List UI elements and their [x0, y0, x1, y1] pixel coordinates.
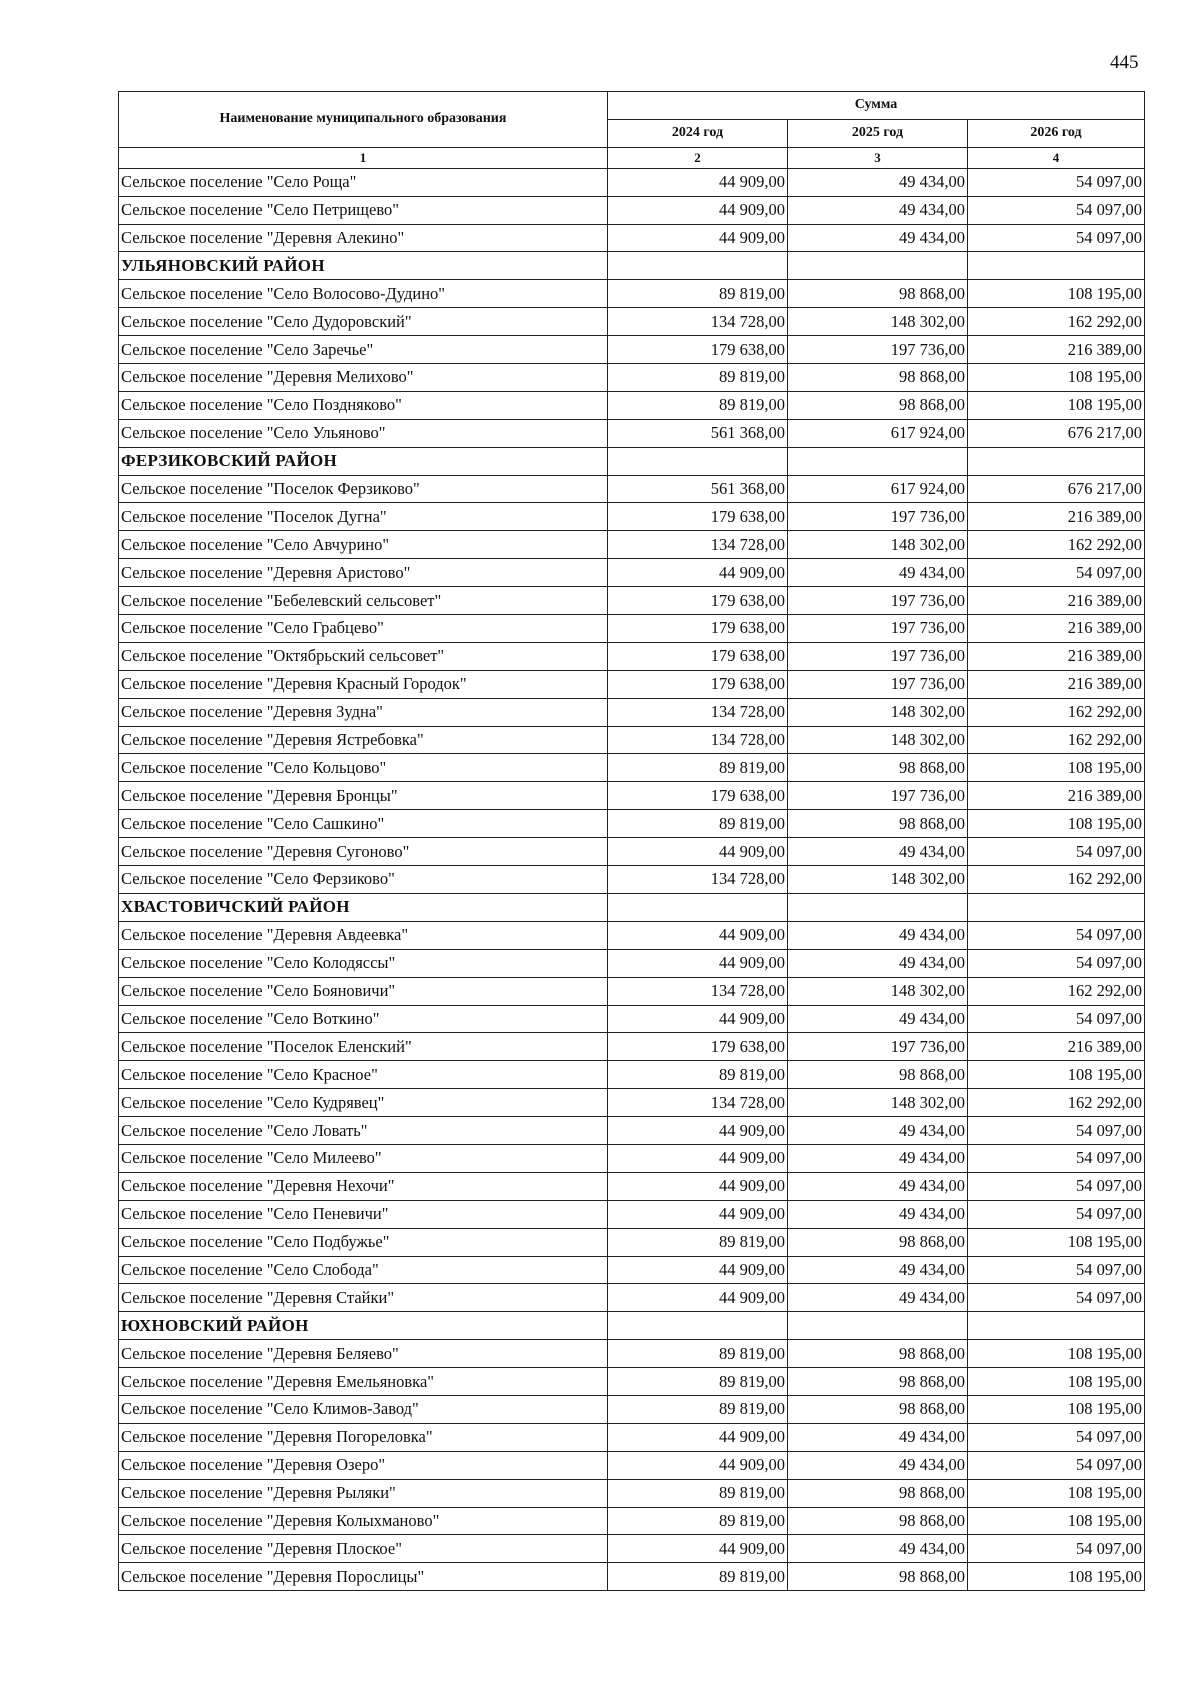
table-row — [119, 615, 1145, 643]
table-row — [119, 670, 1145, 698]
amount-2026: 108 195,00 — [968, 1228, 1145, 1256]
amount-2024: 134 728,00 — [608, 698, 788, 726]
settlement-name: Сельское поселение "Село Поздняково" — [119, 391, 608, 419]
settlement-name: Сельское поселение "Деревня Сугоново" — [119, 838, 608, 866]
table-row — [119, 1368, 1145, 1396]
amount-2024: 44 909,00 — [608, 1144, 788, 1172]
district-name: ЮХНОВСКИЙ РАЙОН — [119, 1312, 608, 1340]
empty-cell — [788, 893, 968, 921]
settlement-name: Сельское поселение "Село Петрищево" — [119, 196, 608, 224]
table-row — [119, 1284, 1145, 1312]
amount-2025: 98 868,00 — [788, 1228, 968, 1256]
table-row — [119, 810, 1145, 838]
amount-2024: 44 909,00 — [608, 1256, 788, 1284]
table-row — [119, 531, 1145, 559]
empty-cell — [788, 252, 968, 280]
amount-2024: 44 909,00 — [608, 1005, 788, 1033]
table-row — [119, 642, 1145, 670]
amount-2024: 44 909,00 — [608, 1535, 788, 1563]
budget-table — [118, 91, 1145, 1591]
amount-2025: 98 868,00 — [788, 754, 968, 782]
amount-2025: 148 302,00 — [788, 698, 968, 726]
settlement-name: Сельское поселение "Деревня Погореловка" — [119, 1423, 608, 1451]
settlement-name: Сельское поселение "Деревня Колыхманово" — [119, 1507, 608, 1535]
amount-2024: 89 819,00 — [608, 364, 788, 392]
empty-cell — [788, 447, 968, 475]
amount-2025: 617 924,00 — [788, 419, 968, 447]
amount-2026: 54 097,00 — [968, 168, 1145, 196]
amount-2024: 89 819,00 — [608, 1061, 788, 1089]
amount-2026: 216 389,00 — [968, 336, 1145, 364]
amount-2025: 98 868,00 — [788, 810, 968, 838]
amount-2025: 197 736,00 — [788, 615, 968, 643]
settlement-name: Сельское поселение "Деревня Стайки" — [119, 1284, 608, 1312]
amount-2025: 148 302,00 — [788, 977, 968, 1005]
amount-2025: 49 434,00 — [788, 1256, 968, 1284]
settlement-name: Сельское поселение "Деревня Мелихово" — [119, 364, 608, 392]
amount-2025: 148 302,00 — [788, 531, 968, 559]
amount-2025: 49 434,00 — [788, 838, 968, 866]
amount-2024: 89 819,00 — [608, 280, 788, 308]
settlement-name: Сельское поселение "Деревня Озеро" — [119, 1451, 608, 1479]
table-row — [119, 1061, 1145, 1089]
amount-2026: 108 195,00 — [968, 1368, 1145, 1396]
amount-2026: 108 195,00 — [968, 1507, 1145, 1535]
table-row — [119, 1117, 1145, 1145]
amount-2025: 98 868,00 — [788, 1479, 968, 1507]
amount-2024: 44 909,00 — [608, 1200, 788, 1228]
amount-2025: 49 434,00 — [788, 224, 968, 252]
amount-2026: 108 195,00 — [968, 1563, 1145, 1591]
settlement-name: Сельское поселение "Деревня Зудна" — [119, 698, 608, 726]
amount-2026: 676 217,00 — [968, 475, 1145, 503]
empty-cell — [968, 893, 1145, 921]
table-row — [119, 1479, 1145, 1507]
amount-2024: 44 909,00 — [608, 224, 788, 252]
amount-2024: 44 909,00 — [608, 1284, 788, 1312]
amount-2024: 179 638,00 — [608, 587, 788, 615]
table-row — [119, 475, 1145, 503]
settlement-name: Сельское поселение "Село Колодяссы" — [119, 949, 608, 977]
district-name: ФЕРЗИКОВСКИЙ РАЙОН — [119, 447, 608, 475]
amount-2026: 54 097,00 — [968, 1535, 1145, 1563]
settlement-name: Сельское поселение "Село Слобода" — [119, 1256, 608, 1284]
amount-2026: 108 195,00 — [968, 1061, 1145, 1089]
amount-2025: 49 434,00 — [788, 949, 968, 977]
amount-2026: 108 195,00 — [968, 1340, 1145, 1368]
settlement-name: Сельское поселение "Село Заречье" — [119, 336, 608, 364]
table-row — [119, 698, 1145, 726]
settlement-name: Сельское поселение "Село Ульяново" — [119, 419, 608, 447]
amount-2025: 49 434,00 — [788, 1284, 968, 1312]
table-row — [119, 1535, 1145, 1563]
amount-2025: 148 302,00 — [788, 866, 968, 894]
amount-2026: 108 195,00 — [968, 391, 1145, 419]
amount-2026: 162 292,00 — [968, 977, 1145, 1005]
amount-2026: 54 097,00 — [968, 1284, 1145, 1312]
amount-2024: 44 909,00 — [608, 921, 788, 949]
table-row — [119, 308, 1145, 336]
settlement-name: Сельское поселение "Деревня Рыляки" — [119, 1479, 608, 1507]
settlement-name: Сельское поселение "Село Сашкино" — [119, 810, 608, 838]
amount-2025: 98 868,00 — [788, 1061, 968, 1089]
amount-2024: 89 819,00 — [608, 1563, 788, 1591]
amount-2024: 44 909,00 — [608, 838, 788, 866]
amount-2025: 49 434,00 — [788, 1535, 968, 1563]
amount-2025: 197 736,00 — [788, 670, 968, 698]
table-row — [119, 1172, 1145, 1200]
settlement-name: Сельское поселение "Деревня Авдеевка" — [119, 921, 608, 949]
table-row — [119, 364, 1145, 392]
empty-cell — [608, 1312, 788, 1340]
amount-2026: 54 097,00 — [968, 196, 1145, 224]
amount-2026: 108 195,00 — [968, 1395, 1145, 1423]
settlement-name: Сельское поселение "Деревня Алекино" — [119, 224, 608, 252]
table-row — [119, 1089, 1145, 1117]
table-row — [119, 1033, 1145, 1061]
amount-2024: 89 819,00 — [608, 1395, 788, 1423]
header-year-2024: 2024 год — [608, 119, 788, 147]
amount-2026: 54 097,00 — [968, 1005, 1145, 1033]
amount-2026: 54 097,00 — [968, 1200, 1145, 1228]
amount-2026: 54 097,00 — [968, 1172, 1145, 1200]
amount-2025: 49 434,00 — [788, 168, 968, 196]
district-header-row — [119, 447, 1145, 475]
settlement-name: Сельское поселение "Октябрьский сельсовет" — [119, 642, 608, 670]
amount-2025: 148 302,00 — [788, 726, 968, 754]
settlement-name: Сельское поселение "Деревня Ястребовка" — [119, 726, 608, 754]
amount-2024: 44 909,00 — [608, 1451, 788, 1479]
settlement-name: Сельское поселение "Поселок Еленский" — [119, 1033, 608, 1061]
settlement-name: Сельское поселение "Деревня Аристово" — [119, 559, 608, 587]
table-row — [119, 1423, 1145, 1451]
settlement-name: Сельское поселение "Село Пеневичи" — [119, 1200, 608, 1228]
amount-2025: 49 434,00 — [788, 559, 968, 587]
amount-2024: 44 909,00 — [608, 1423, 788, 1451]
amount-2025: 49 434,00 — [788, 921, 968, 949]
table-row — [119, 559, 1145, 587]
settlement-name: Сельское поселение "Деревня Беляево" — [119, 1340, 608, 1368]
amount-2026: 54 097,00 — [968, 559, 1145, 587]
amount-2025: 148 302,00 — [788, 1089, 968, 1117]
amount-2026: 216 389,00 — [968, 1033, 1145, 1061]
empty-cell — [968, 447, 1145, 475]
table-row — [119, 280, 1145, 308]
settlement-name: Сельское поселение "Село Грабцево" — [119, 615, 608, 643]
settlement-name: Сельское поселение "Деревня Плоское" — [119, 1535, 608, 1563]
settlement-name: Сельское поселение "Село Красное" — [119, 1061, 608, 1089]
table-row — [119, 1451, 1145, 1479]
empty-cell — [608, 447, 788, 475]
settlement-name: Сельское поселение "Бебелевский сельсовет" — [119, 587, 608, 615]
amount-2025: 49 434,00 — [788, 1005, 968, 1033]
page-number: 445 — [1110, 52, 1139, 73]
amount-2024: 179 638,00 — [608, 336, 788, 364]
table-row — [119, 726, 1145, 754]
amount-2026: 162 292,00 — [968, 698, 1145, 726]
empty-cell — [608, 893, 788, 921]
settlement-name: Сельское поселение "Поселок Дугна" — [119, 503, 608, 531]
table-row — [119, 866, 1145, 894]
table-row — [119, 1228, 1145, 1256]
column-number-2: 2 — [608, 147, 788, 168]
empty-cell — [968, 1312, 1145, 1340]
table-row — [119, 921, 1145, 949]
amount-2026: 162 292,00 — [968, 531, 1145, 559]
amount-2026: 216 389,00 — [968, 615, 1145, 643]
amount-2025: 617 924,00 — [788, 475, 968, 503]
district-header-row — [119, 252, 1145, 280]
settlement-name: Сельское поселение "Село Воткино" — [119, 1005, 608, 1033]
settlement-name: Сельское поселение "Село Милеево" — [119, 1144, 608, 1172]
settlement-name: Сельское поселение "Село Авчурино" — [119, 531, 608, 559]
amount-2024: 179 638,00 — [608, 642, 788, 670]
amount-2024: 89 819,00 — [608, 754, 788, 782]
table-row — [119, 977, 1145, 1005]
amount-2024: 179 638,00 — [608, 1033, 788, 1061]
amount-2026: 54 097,00 — [968, 1423, 1145, 1451]
table-row — [119, 391, 1145, 419]
amount-2024: 44 909,00 — [608, 168, 788, 196]
amount-2026: 108 195,00 — [968, 810, 1145, 838]
amount-2025: 197 736,00 — [788, 782, 968, 810]
amount-2026: 54 097,00 — [968, 921, 1145, 949]
amount-2024: 179 638,00 — [608, 615, 788, 643]
header-year-2025: 2025 год — [788, 119, 968, 147]
district-name: УЛЬЯНОВСКИЙ РАЙОН — [119, 252, 608, 280]
table-row — [119, 1005, 1145, 1033]
table-header — [119, 92, 1145, 169]
settlement-name: Сельское поселение "Поселок Ферзиково" — [119, 475, 608, 503]
table-row — [119, 1200, 1145, 1228]
amount-2026: 216 389,00 — [968, 587, 1145, 615]
table-body — [119, 168, 1145, 1590]
amount-2026: 216 389,00 — [968, 503, 1145, 531]
amount-2025: 197 736,00 — [788, 503, 968, 531]
table-row — [119, 196, 1145, 224]
settlement-name: Сельское поселение "Село Роща" — [119, 168, 608, 196]
settlement-name: Сельское поселение "Село Ферзиково" — [119, 866, 608, 894]
amount-2025: 49 434,00 — [788, 1423, 968, 1451]
empty-cell — [608, 252, 788, 280]
amount-2024: 134 728,00 — [608, 1089, 788, 1117]
amount-2025: 98 868,00 — [788, 1507, 968, 1535]
amount-2026: 54 097,00 — [968, 949, 1145, 977]
amount-2024: 89 819,00 — [608, 391, 788, 419]
amount-2026: 216 389,00 — [968, 782, 1145, 810]
amount-2024: 89 819,00 — [608, 1228, 788, 1256]
amount-2026: 108 195,00 — [968, 364, 1145, 392]
amount-2025: 197 736,00 — [788, 587, 968, 615]
amount-2026: 676 217,00 — [968, 419, 1145, 447]
column-number-1: 1 — [119, 147, 608, 168]
amount-2026: 216 389,00 — [968, 670, 1145, 698]
settlement-name: Сельское поселение "Деревня Бронцы" — [119, 782, 608, 810]
amount-2026: 216 389,00 — [968, 642, 1145, 670]
amount-2024: 89 819,00 — [608, 1340, 788, 1368]
settlement-name: Сельское поселение "Деревня Порослицы" — [119, 1563, 608, 1591]
column-number-3: 3 — [788, 147, 968, 168]
amount-2024: 44 909,00 — [608, 196, 788, 224]
district-header-row — [119, 1312, 1145, 1340]
amount-2024: 179 638,00 — [608, 503, 788, 531]
amount-2025: 98 868,00 — [788, 1340, 968, 1368]
amount-2024: 134 728,00 — [608, 308, 788, 336]
amount-2025: 49 434,00 — [788, 1200, 968, 1228]
settlement-name: Сельское поселение "Село Кудрявец" — [119, 1089, 608, 1117]
amount-2025: 49 434,00 — [788, 1144, 968, 1172]
amount-2026: 54 097,00 — [968, 1256, 1145, 1284]
amount-2026: 162 292,00 — [968, 308, 1145, 336]
empty-cell — [968, 252, 1145, 280]
amount-2025: 98 868,00 — [788, 364, 968, 392]
amount-2025: 98 868,00 — [788, 1395, 968, 1423]
amount-2026: 162 292,00 — [968, 866, 1145, 894]
table-row — [119, 224, 1145, 252]
table-row — [119, 587, 1145, 615]
amount-2026: 54 097,00 — [968, 1144, 1145, 1172]
settlement-name: Сельское поселение "Деревня Красный Городок" — [119, 670, 608, 698]
amount-2026: 108 195,00 — [968, 1479, 1145, 1507]
table-row — [119, 419, 1145, 447]
amount-2025: 49 434,00 — [788, 1451, 968, 1479]
amount-2025: 98 868,00 — [788, 391, 968, 419]
amount-2026: 54 097,00 — [968, 1117, 1145, 1145]
header-name-column: Наименование муниципального образования — [119, 92, 608, 148]
amount-2025: 98 868,00 — [788, 280, 968, 308]
settlement-name: Сельское поселение "Село Кольцово" — [119, 754, 608, 782]
table-row — [119, 336, 1145, 364]
table-row — [119, 838, 1145, 866]
header-year-2026: 2026 год — [968, 119, 1145, 147]
amount-2024: 44 909,00 — [608, 1172, 788, 1200]
amount-2025: 98 868,00 — [788, 1368, 968, 1396]
amount-2025: 49 434,00 — [788, 1117, 968, 1145]
amount-2025: 98 868,00 — [788, 1563, 968, 1591]
amount-2024: 134 728,00 — [608, 726, 788, 754]
table-row — [119, 1340, 1145, 1368]
settlement-name: Сельское поселение "Село Климов-Завод" — [119, 1395, 608, 1423]
amount-2026: 108 195,00 — [968, 754, 1145, 782]
amount-2025: 49 434,00 — [788, 196, 968, 224]
table-row — [119, 1507, 1145, 1535]
amount-2026: 54 097,00 — [968, 224, 1145, 252]
table-row — [119, 949, 1145, 977]
amount-2025: 197 736,00 — [788, 1033, 968, 1061]
amount-2024: 561 368,00 — [608, 419, 788, 447]
table-row — [119, 1256, 1145, 1284]
amount-2026: 54 097,00 — [968, 1451, 1145, 1479]
amount-2026: 162 292,00 — [968, 726, 1145, 754]
amount-2024: 44 909,00 — [608, 949, 788, 977]
amount-2024: 179 638,00 — [608, 670, 788, 698]
table-row — [119, 1144, 1145, 1172]
amount-2024: 179 638,00 — [608, 782, 788, 810]
amount-2024: 44 909,00 — [608, 1117, 788, 1145]
amount-2026: 162 292,00 — [968, 1089, 1145, 1117]
amount-2024: 134 728,00 — [608, 977, 788, 1005]
amount-2024: 134 728,00 — [608, 531, 788, 559]
amount-2024: 89 819,00 — [608, 1507, 788, 1535]
header-sum: Сумма — [608, 92, 1145, 120]
settlement-name: Сельское поселение "Деревня Емельяновка" — [119, 1368, 608, 1396]
table-row — [119, 782, 1145, 810]
district-name: ХВАСТОВИЧСКИЙ РАЙОН — [119, 893, 608, 921]
amount-2024: 561 368,00 — [608, 475, 788, 503]
table-row — [119, 1563, 1145, 1591]
table-row — [119, 168, 1145, 196]
amount-2026: 108 195,00 — [968, 280, 1145, 308]
table-row — [119, 503, 1145, 531]
amount-2025: 49 434,00 — [788, 1172, 968, 1200]
amount-2025: 148 302,00 — [788, 308, 968, 336]
amount-2025: 197 736,00 — [788, 642, 968, 670]
amount-2024: 89 819,00 — [608, 1479, 788, 1507]
column-number-4: 4 — [968, 147, 1145, 168]
table-row — [119, 1395, 1145, 1423]
amount-2024: 89 819,00 — [608, 810, 788, 838]
settlement-name: Сельское поселение "Село Бояновичи" — [119, 977, 608, 1005]
empty-cell — [788, 1312, 968, 1340]
amount-2024: 44 909,00 — [608, 559, 788, 587]
amount-2025: 197 736,00 — [788, 336, 968, 364]
amount-2024: 134 728,00 — [608, 866, 788, 894]
settlement-name: Сельское поселение "Деревня Нехочи" — [119, 1172, 608, 1200]
amount-2026: 54 097,00 — [968, 838, 1145, 866]
settlement-name: Сельское поселение "Село Дудоровский" — [119, 308, 608, 336]
district-header-row — [119, 893, 1145, 921]
settlement-name: Сельское поселение "Село Подбужье" — [119, 1228, 608, 1256]
settlement-name: Сельское поселение "Село Волосово-Дудино" — [119, 280, 608, 308]
table-row — [119, 754, 1145, 782]
settlement-name: Сельское поселение "Село Ловать" — [119, 1117, 608, 1145]
amount-2024: 89 819,00 — [608, 1368, 788, 1396]
